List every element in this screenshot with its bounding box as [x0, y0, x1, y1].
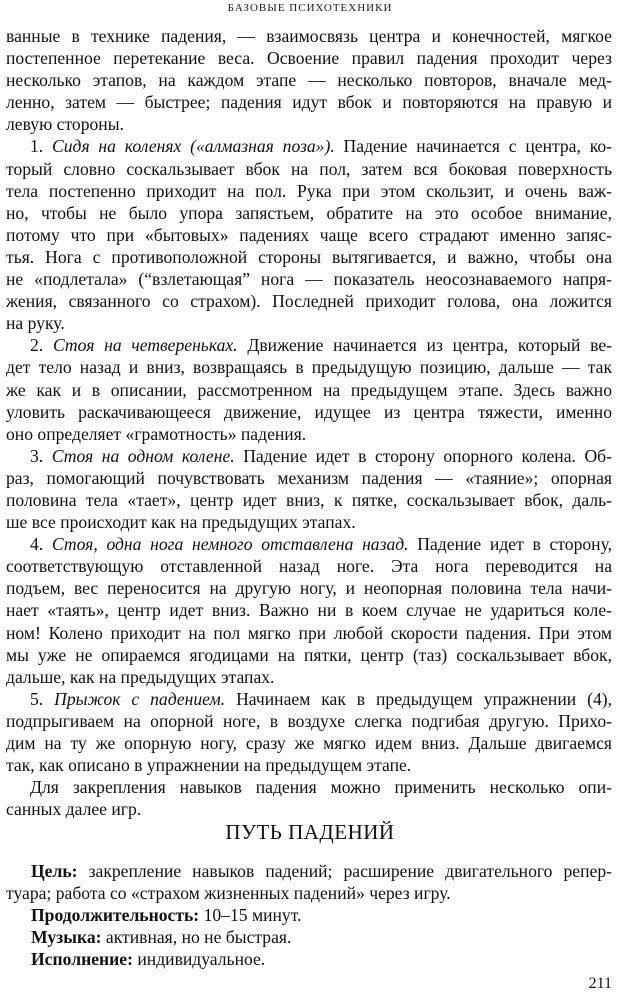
text-line: ше все происходит как на предыдущих этапах.: [6, 512, 356, 533]
text-line: ном! Колено приходит на пол мягко при любой скорости падения. При этом: [6, 622, 612, 643]
text-line: [6, 135, 612, 157]
exercise-4-number: 4.: [30, 534, 52, 555]
text-line: дим на ту же опорную ногу, сразу же мягко идем вниз. Дальше двигаемся: [6, 733, 612, 753]
text-line: [6, 904, 612, 926]
performance-value: индивидуальное.: [132, 949, 266, 969]
text-line: торый словно соскальзывает вбок на пол, затем вся боковая поверхность: [6, 158, 612, 179]
music-block: [6, 926, 612, 948]
text-line: левую стороны.: [6, 114, 124, 135]
exercise-3-title: Стоя на одном колене.: [51, 445, 235, 466]
text-line: [6, 533, 612, 555]
running-head: БАЗОВЫЕ ПСИХОТЕХНИКИ: [227, 2, 393, 14]
music-value: активная, но не быстрая.: [101, 927, 292, 947]
text-line: ленно, затем — быстрее; падения идут вбок и повторяются на правую и: [6, 92, 612, 113]
text-line: дет тело назад и вниз, возвращаясь в предыдущую позицию, дальше — так: [6, 357, 612, 378]
text-line: мы уже не опираемся ягодицами на пятки, центр (таз) соскальзывает вбок,: [6, 644, 612, 665]
text-line: соответствующую отставленной назад ноге. Эта нога переводится на: [6, 556, 612, 577]
text-line: тья. Нога с противоположной стороны вытягивается, и важно, чтобы она: [6, 246, 612, 267]
text-fragment: Падение идет в сторону опорного колена. Об-: [234, 445, 612, 466]
duration-value: 10–15 минут.: [199, 905, 302, 925]
closing-paragraph: [6, 776, 612, 820]
text-line: дальше, как на предыдущих этапах.: [6, 666, 275, 687]
exercise-4-title: Стоя, одна нога немного отставлена назад.: [51, 534, 409, 555]
duration-block: [6, 904, 612, 926]
text-fragment: закрепление навыков падений; расширение двигательного репер-: [77, 861, 612, 881]
exercise-5-title: Прыжок с падением.: [54, 688, 226, 709]
text-line: несколько этапов, на каждом этапе — несколько повторов, вначале мед-: [6, 70, 612, 91]
exercise-2-title: Стоя на четвереньках.: [52, 335, 238, 356]
exercise-1-number: 1.: [30, 136, 53, 157]
exercise-5-number: 5.: [30, 688, 55, 709]
text-line: половина тела «тает», центр идет вниз, к пятке, соскальзывает вбок, даль-: [6, 489, 612, 510]
text-line: санных далее игр.: [6, 799, 142, 820]
text-line: жения, связанного со страхом). Последней приходит голова, она ложится: [6, 291, 612, 312]
exercise-3-paragraph: [6, 445, 612, 533]
text-line: тела постепенно приходит на пол. Рука при этом скользит, и очень важ-: [6, 180, 612, 201]
text-line: подъем, вес переносится на другую ногу, и неопорная половина тела начи-: [6, 578, 612, 599]
text-line: [6, 948, 612, 970]
text-line: оно определяет «грамотность» падения.: [6, 423, 307, 444]
performance-block: [6, 948, 612, 970]
text-line: ванные в технике падения, — взаимосвязь центра и конечностей, мягкое: [6, 26, 612, 46]
exercise-1-title: Сидя на коленях («алмазная поза»).: [52, 136, 335, 157]
goal-block: [6, 860, 612, 904]
text-line: же как и в описании, рассмотренном на предыдущем этапе. Здесь важно: [6, 379, 612, 400]
text-line: так, как описано в упражнении на предыдущем этапе.: [6, 755, 412, 776]
exercise-4-paragraph: [6, 533, 612, 688]
text-line: [6, 688, 612, 710]
intro-paragraph: [6, 25, 612, 135]
text-line: потому что при «бытовых» падениях чаще всего страдают именно запяс-: [6, 224, 612, 245]
text-line: [6, 926, 612, 948]
music-label: Музыка:: [31, 927, 102, 947]
text-line: раз, помогающий почувствовать механизм падения — «таяние»; опорная: [6, 467, 612, 488]
exercise-2-number: 2.: [30, 335, 53, 356]
text-line: постепенное перетекание веса. Освоение правил падения проходит через: [6, 48, 612, 69]
exercise-1-paragraph: [6, 135, 612, 334]
text-line: не «подлетала» (“взлетающая” нога — показатель неосознаваемого напря-: [6, 269, 612, 290]
text-line: нает «таять», центр идет вниз. Важно ни в коем случае не удариться коле-: [6, 600, 612, 621]
text-line: Для закрепления навыков падения можно применить несколько опи-: [30, 777, 612, 798]
exercise-2-paragraph: [6, 334, 612, 444]
text-line: на руку.: [6, 313, 65, 334]
text-fragment: Падение идет в сторону,: [408, 534, 613, 555]
text-line: [6, 334, 612, 356]
performance-label: Исполнение:: [31, 949, 133, 969]
text-line: [6, 860, 612, 882]
text-fragment: Начинаем как в предыдущем упражнении (4),: [225, 688, 612, 709]
text-line: но, чтобы не было упора запястьем, обратите на это особое внимание,: [6, 202, 612, 223]
text-fragment: Движение начинается из центра, который ве-: [237, 335, 613, 356]
text-line: [6, 445, 612, 467]
exercise-5-paragraph: [6, 688, 612, 776]
section-heading: ПУТЬ ПАДЕНИЙ: [225, 820, 395, 844]
exercise-3-number: 3.: [30, 445, 52, 466]
text-line: уловить раскачивающееся движение, идущее из центра тяжести, именно: [6, 401, 612, 422]
page-number: 211: [588, 975, 612, 992]
text-fragment: Падение начинается с центра, ко-: [334, 136, 613, 157]
duration-label: Продолжительность:: [31, 905, 200, 925]
text-line: туара; работа со «страхом жизненных падений» через игру.: [6, 883, 451, 904]
goal-label: Цель:: [31, 861, 78, 881]
main-text: [6, 25, 612, 820]
text-line: подпрыгиваем на опорной ноге, в воздухе слегка подгибая другую. Прихо-: [6, 710, 612, 731]
